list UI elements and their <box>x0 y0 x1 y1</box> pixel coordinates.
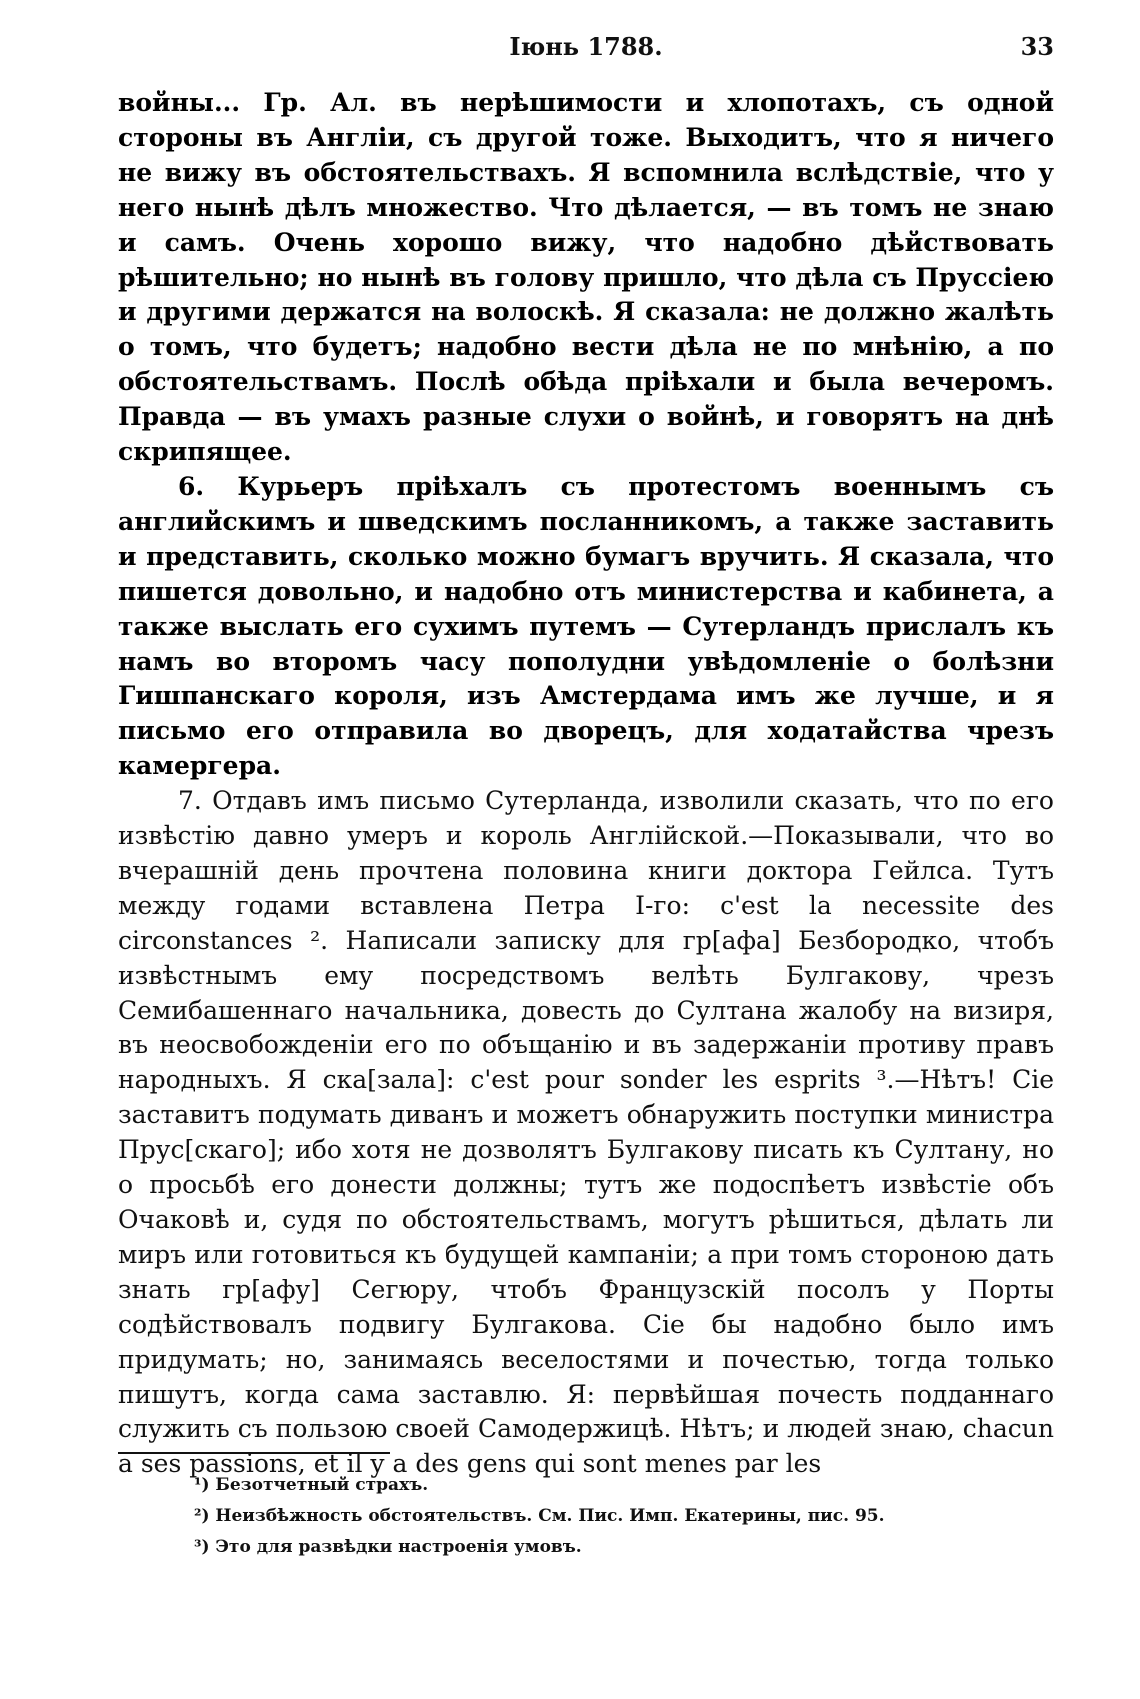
footnote-3: ³) Это для развѣдки настроенія умовъ. <box>194 1537 582 1557</box>
running-header <box>118 28 1054 68</box>
footnote-1: ¹) Безотчетный страхъ. <box>194 1475 429 1495</box>
body-text <box>118 86 1054 1482</box>
footnote-divider <box>118 1452 390 1454</box>
footnotes <box>118 1470 1054 1563</box>
paragraph-7: 7. Отдавъ имъ письмо Сутерланда, изволили сказать, что по его извѣстію давно умеръ и король Англійской.—Показывали, что во вчерашній день прочтена половина книги доктора Гейлса. Тутъ между годами вставлена Петра I-го: c'est la necessite des circonstances ². Написали записку для гр[афа] Безбородко, чтобъ извѣстнымъ ему посредствомъ велѣть Булгакову, чрезъ Семибашеннаго начальника, довесть до Султана жалобу на визиря, въ неосвобожденіи его по объщанію и въ задержаніи противу правъ народныхъ. Я ска[зала]: c'est pour sonder les esprits ³.—Нѣтъ! Сіе заставитъ подумать диванъ и можетъ обнаружить поступки министра Прус[скаго]; ибо хотя не дозволятъ Булгакову писать къ Султану, но о просьбѣ его донести должны; тутъ же подоспѣетъ извѣстіе объ Очаковѣ и, судя по обстоятельствамъ, могутъ рѣшиться, дѣлать ли миръ или готовиться къ будущей кампаніи; а при томъ стороною дать знать гр[афу] Сегюру, чтобъ Французскій посолъ у Порты содѣйствовалъ подвигу Булгакова. Сіе бы надобно было имъ придумать; но, занимаясь веселостями и почестью, тогда только пишутъ, когда сама заставлю. Я: первѣйшая почесть подданнаго служить съ пользою своей Самодержицѣ. Нѣтъ; и людей знаю, chacun a ses passions, et il y a des gens qui sont menes par les <box>118 786 1054 1479</box>
header-title: Іюнь 1788. <box>509 32 663 61</box>
footnote-2: ²) Неизбѣжность обстоятельствъ. См. Пис. Имп. Екатерины, пис. 95. <box>194 1506 885 1526</box>
paragraph-6: 6. Курьеръ пріѣхалъ съ протестомъ военнымъ съ английскимъ и шведскимъ посланникомъ, а также заставить и представить, сколько можно бумагъ вручить. Я сказала, что пишется довольно, и надобно отъ министерства и кабинета, а также выслать его сухимъ путемъ — Сутерландъ прислалъ къ намъ во второмъ часу пополудни увѣдомленіе о болѣзни Гишпанскаго короля, изъ Амстердама имъ же лучше, и я письмо его отправила во дворецъ, для ходатайства чрезъ камергера. <box>118 471 1054 781</box>
paragraph-continued: войны... Гр. Ал. въ нерѣшимости и хлопотахъ, съ одной стороны въ Англіи, съ другой тоже. Выходитъ, что я ничего не вижу въ обстоятельствахъ. Я вспомнила вслѣдствіе, что у него нынѣ дѣлъ множество. Что дѣлается, — въ томъ не знаю и самъ. Очень хорошо вижу, что надобно дѣйствовать рѣшительно; но нынѣ въ голову пришло, что дѣла съ Пруссіею и другими держатся на волоскѣ. Я сказала: не должно жалѣть о томъ, что будетъ; надобно вести дѣла не по мнѣнію, а по обстоятельствамъ. Послѣ обѣда пріѣхали и была вечеромъ. Правда — въ умахъ разные слухи о войнѣ, и говорятъ на днѣ скрипящее. <box>118 88 1054 467</box>
page-number: 33 <box>1020 32 1054 61</box>
